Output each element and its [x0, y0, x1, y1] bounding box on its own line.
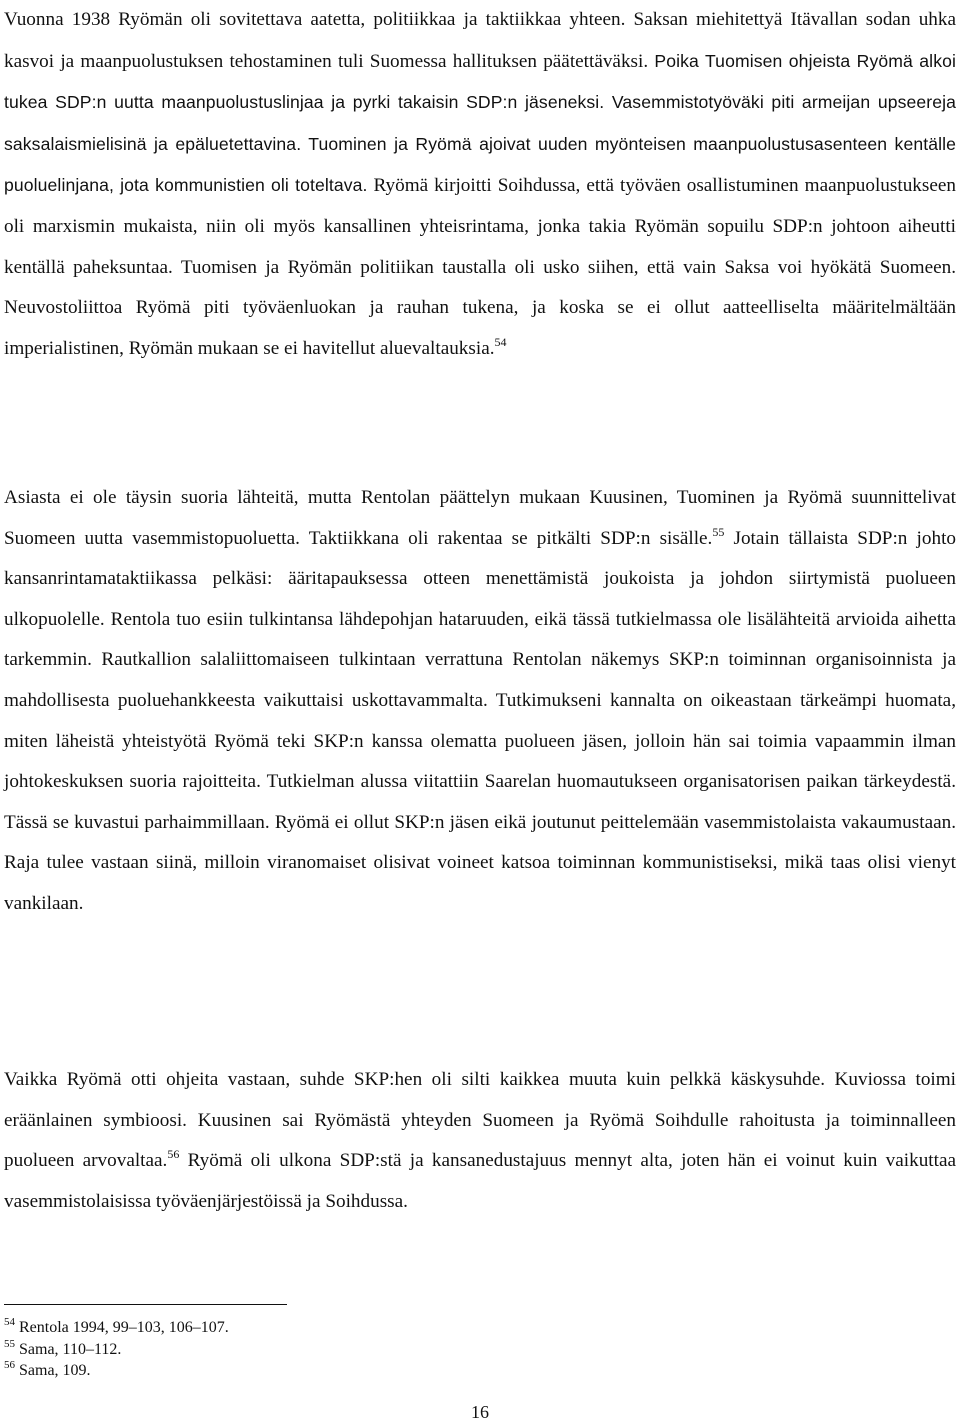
paragraph-3 — [4, 1060, 956, 1222]
footnote-text: Rentola 1994, 99–103, 106–107. — [19, 1319, 229, 1336]
text-run: Vuonna 1938 Ryömän oli sovitettava aatetta, politiikkaa ja taktiikkaa yhteen. Saksan miehitettyä Itävallan sodan uhka kasvoi ja maanpuolustuksen tehostaminen tuli Suomessa hallituksen päätettäväksi. — [4, 9, 956, 72]
text-run: Asiasta ei ole täysin suoria lähteitä, mutta Rentolan päättelyn mukaan Kuusinen, Tuominen ja Ryömä suunnittelivat Suomeen uutta vasemmistopuoluetta. Taktiikkana oli rakentaa se pitkälti SDP:n sisälle. — [4, 487, 956, 549]
text-run: Ryömä oli ulkona SDP:stä ja kansanedustajuus mennyt alta, joten hän ei voinut kuin vaikuttaa vasemmistolaisissa työväenjärjestöissä ja Soihdussa. — [4, 1150, 956, 1212]
footnote-56 — [4, 1360, 604, 1382]
footnote-text: Sama, 109. — [19, 1362, 91, 1379]
footnote-number: 54 — [4, 1316, 15, 1328]
footnote-text: Sama, 110–112. — [19, 1340, 122, 1358]
text-run: Ryömä kirjoitti Soihdussa, että työväen osallistuminen maanpuolustukseen oli marxismin mukaista, niin oli myös kansallinen yhteisrintama, jonka takia Ryömän sopuilu SDP:n johtoon aiheutti kentällä paheksuntaa. Tuomisen ja Ryömän politiikan taustalla oli usko siihen, että vain Saksa voi hyökätä Suomeen. Neuvostoliittoa Ryömä piti työväenluokan ja rauhan tukena, ja koska se ei ollut aatteelliselta määritelmältään imperialistinen, Ryömän mukaan se ei havitellut aluevaltauksia. — [4, 175, 956, 359]
page-number: 16 — [471, 1402, 489, 1422]
paragraph-1 — [4, 0, 956, 369]
footnotes — [4, 1317, 604, 1382]
text-run: Vaikka Ryömä otti ohjeita vastaan, suhde SKP:hen oli silti kaikkea muuta kuin pelkkä käskysuhde. Kuviossa toimi eräänlainen symbioosi. Kuusinen sai Ryömästä yhteyden Suomeen ja Ryömä Soihdulle rahoitusta ja toiminnalleen puolueen arvovaltaa. — [4, 1069, 956, 1172]
footnote-number: 56 — [4, 1359, 15, 1371]
footnote-54 — [4, 1317, 604, 1339]
footnote-55 — [4, 1339, 604, 1361]
footnote-separator — [4, 1304, 287, 1305]
footnote-ref-54: 54 — [494, 334, 507, 349]
text-run: Jotain tällaista SDP:n johto kansanrintamataktiikassa pelkäsi: ääritapauksessa otteen menettämistä joukoista ja johdon siirtymistä puolueen ulkopuolelle. Rentola tuo esiin tulkintansa lähdepohjan hataruuden, eikä tässä tutkielmassa ole lisälähteitä arvioida aihetta tarkemmin. Rautkallion salaliittomaiseen tulkintaan verrattuna Rentolan näkemys SKP:n toiminnan organisoinnista ja mahdollisesta puoluehankkeesta vaikuttaisi uskottavammalta. Tutkimukseni kannalta on oikeastaan tärkeämpi huomata, miten läheistä yhteistyötä Ryömä teki SKP:n kanssa olematta puolueen jäsen, jolloin hän sai toimia vapaammin ilman johtokeskuksen suoria rajoitteita. Tutkielman alussa viitattiin Saarelan huomautukseen organisatorisen paikan tärkeydestä. Tässä se kuvastui parhaimmillaan. Ryömä ei ollut SKP:n jäsen eikä joutunut peittelemään vasemmistolaista vakaumustaan. Raja tulee vastaan siinä, milloin viranomaiset olisivat voineet katsoa toiminnan kommunistiseksi, mikä taas olisi vienyt vankilaan. — [4, 527, 956, 914]
paragraph-2 — [4, 478, 956, 925]
footnote-number: 55 — [4, 1337, 15, 1350]
footnote-ref-56: 56 — [167, 1147, 180, 1162]
text-run: Poika Tuomisen ohjeista Ryömä alkoi tukea SDP:n uutta maanpuolustuslinjaa ja pyrki takaisin SDP:n jäseneksi. Vasemmistotyöväki piti armeijan upseereja saksalaismielisinä ja epäluetettavina. Tuominen ja Ryömä ajoivat uuden myönteisen maanpuolustusasenteen kentälle puoluelinjana, jota kommunistien oli toteltava. — [4, 50, 956, 196]
footnote-ref-55: 55 — [712, 524, 725, 539]
